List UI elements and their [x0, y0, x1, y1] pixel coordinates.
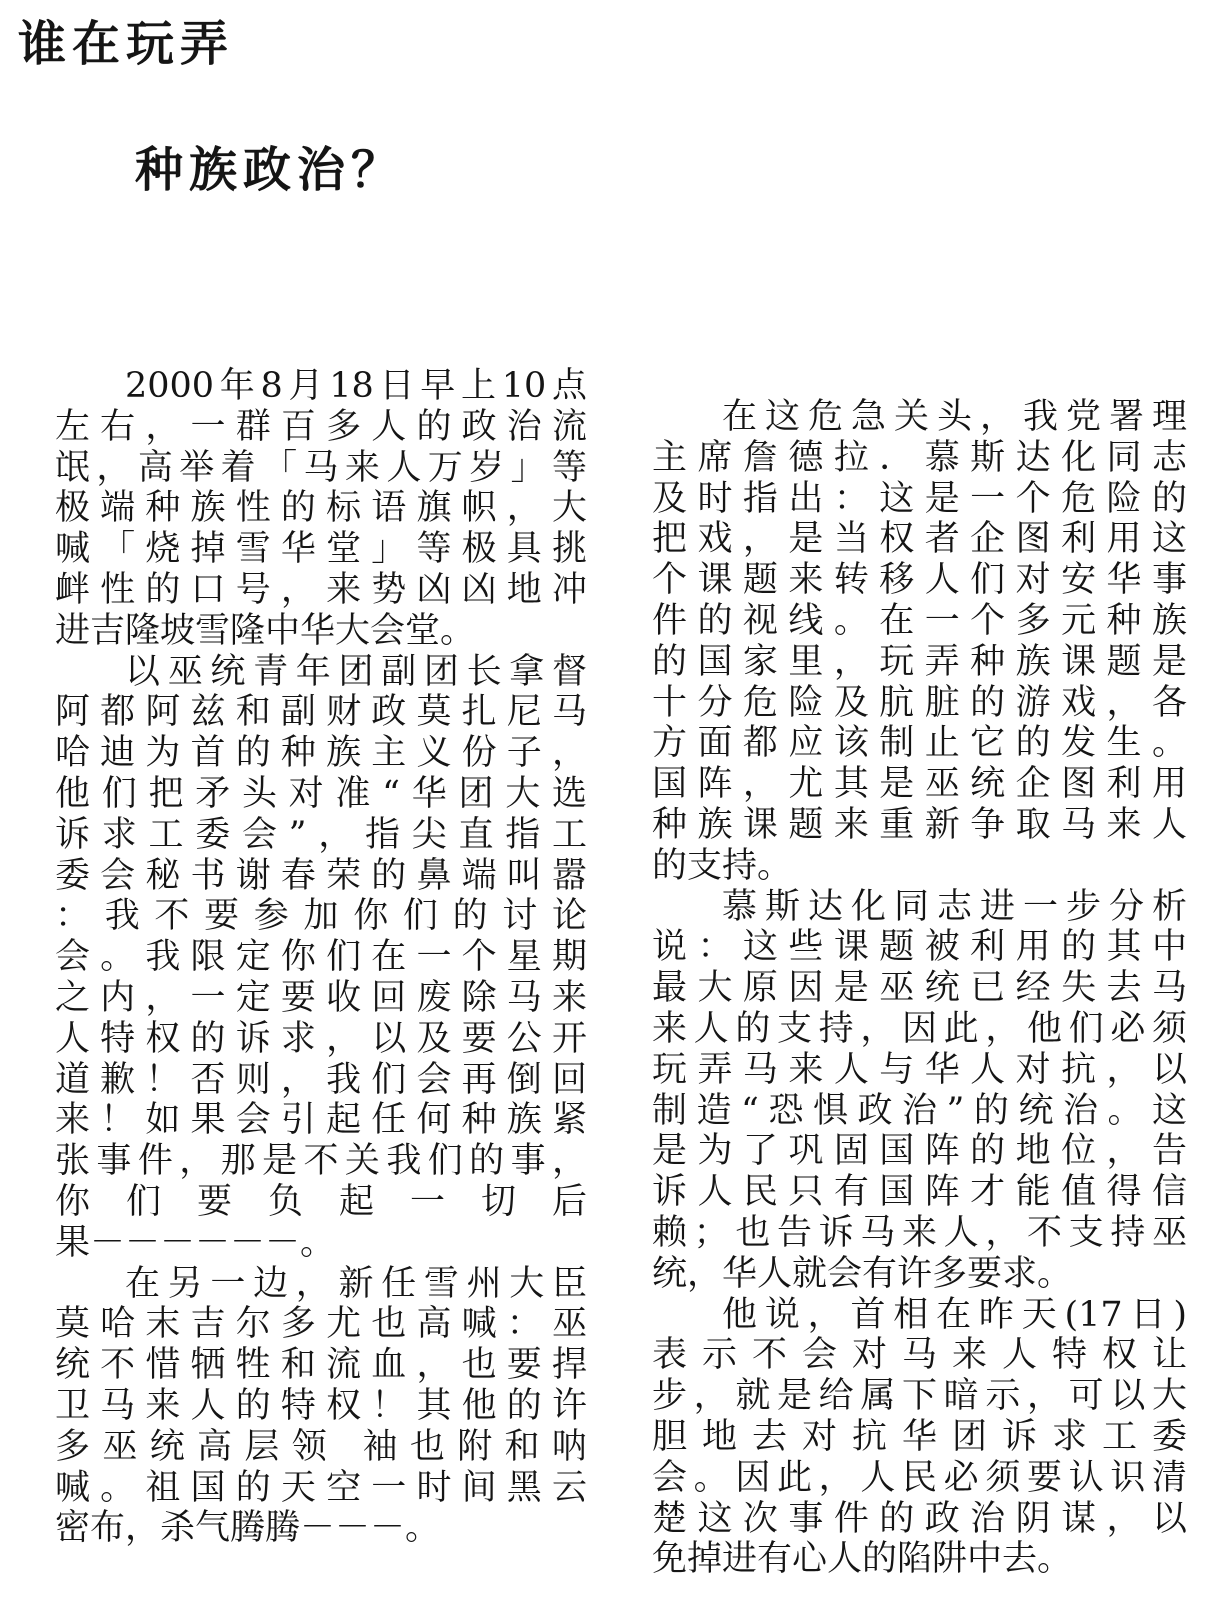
left-column-line: 氓，高举着「马来人万岁」等 [55, 447, 587, 488]
left-column-line: 密布，杀气腾腾－－－。 [55, 1508, 441, 1549]
left-column-line: 左右，一群百多人的政治流 [55, 406, 587, 447]
right-column-line: 他说，首相在昨天(17日) [722, 1294, 1187, 1335]
right-text-column [652, 397, 1187, 1580]
right-column-line: 会。因此，人民必须要认识清 [652, 1457, 1187, 1498]
left-column-line: 道歉！否则，我们会再倒回 [55, 1059, 587, 1100]
left-column-line: 统不惜牺牲和流血，也要捍 [55, 1345, 587, 1386]
left-column-line: 卫马来人的特权！其他的许 [55, 1385, 587, 1426]
left-column-line: 以巫统青年团副团长拿督 [125, 651, 587, 692]
left-column-line: 他们把矛头对准“华团大选 [55, 773, 587, 814]
right-column-line: 说：这些课题被利用的其中 [652, 927, 1187, 968]
right-column-line: 个课题来转移人们对安华事 [652, 560, 1187, 601]
right-column-line: 免掉进有心人的陷阱中去。 [652, 1539, 1073, 1580]
left-column-line: 在另一边，新任雪州大臣 [125, 1263, 587, 1304]
right-column-line: 来人的支持，因此，他们必须 [652, 1008, 1187, 1049]
left-text-column [55, 366, 587, 1549]
left-column-line: 果－－－－－－。 [55, 1222, 336, 1263]
left-column-line: 进吉隆坡雪隆中华大会堂。 [55, 610, 476, 651]
left-column-line: 之内，一定要收回废除马来 [55, 977, 587, 1018]
left-column-line: 张事件，那是不关我们的事， [55, 1141, 587, 1182]
right-column-line: 种族课题来重新争取马来人 [652, 804, 1187, 845]
left-column-line: 多巫统高层领 袖也附和呐 [55, 1426, 587, 1467]
right-column-line: 赖；也告诉马来人，不支持巫 [652, 1212, 1187, 1253]
right-column-line: 的国家里，玩弄种族课题是 [652, 641, 1187, 682]
right-column-line: 及时指出：这是一个危险的 [652, 478, 1187, 519]
left-column-line: 会。我限定你们在一个星期 [55, 937, 587, 978]
left-column-line: 来！如果会引起任何种族紧 [55, 1100, 587, 1141]
headline-line-2: 种族政治？ [135, 142, 406, 198]
right-column-line: 十分危险及肮脏的游戏，各 [652, 682, 1187, 723]
right-column-line: 胆地去对抗华团诉求工委 [652, 1416, 1187, 1457]
left-column-line: 喊「烧掉雪华堂」等极具挑 [55, 529, 587, 570]
left-column-line: 你们要负起一切后 [55, 1181, 587, 1222]
right-column-line: 楚这次事件的政治阴谋，以 [652, 1498, 1187, 1539]
headline-line-1: 谁在玩弄 [18, 16, 235, 72]
left-column-line: 衅性的口号，来势凶凶地冲 [55, 569, 587, 610]
left-column-line: ：我不要参加你们的讨论 [55, 896, 587, 937]
right-column-line: 把戏，是当权者企图利用这 [652, 519, 1187, 560]
left-column-line: 莫哈末吉尔多尤也高喊：巫 [55, 1304, 587, 1345]
left-column-line: 诉求工委会”，指尖直指工 [55, 814, 587, 855]
right-column-line: 方面都应该制止它的发生。 [652, 723, 1187, 764]
left-column-line: 喊。祖国的天空一时间黑云 [55, 1467, 587, 1508]
left-column-line: 阿都阿兹和副财政莫扎尼马 [55, 692, 587, 733]
right-column-line: 统，华人就会有许多要求。 [652, 1253, 1073, 1294]
right-column-line: 诉人民只有国阵才能值得信 [652, 1172, 1187, 1213]
right-column-line: 制造“恐惧政治”的统治。这 [652, 1090, 1187, 1131]
left-column-line: 人特权的诉求，以及要公开 [55, 1018, 587, 1059]
right-column-line: 步，就是给属下暗示，可以大 [652, 1376, 1187, 1417]
left-column-line: 哈迪为首的种族主义份子， [55, 733, 587, 774]
right-column-line: 慕斯达化同志进一步分析 [722, 886, 1187, 927]
right-column-line: 件的视线。在一个多元种族 [652, 600, 1187, 641]
right-column-line: 表示不会对马来人特权让 [652, 1335, 1187, 1376]
left-column-line: 委会秘书谢春荣的鼻端叫嚣 [55, 855, 587, 896]
right-column-line: 最大原因是巫统已经失去马 [652, 968, 1187, 1009]
right-column-line: 的支持。 [652, 845, 793, 886]
right-column-line: 是为了巩固国阵的地位，告 [652, 1131, 1187, 1172]
right-column-line: 在这危急关头，我党署理 [722, 397, 1187, 437]
left-column-line: 2000年8月18日早上10点 [125, 366, 587, 406]
left-column-line: 极端种族性的标语旗帜，大 [55, 488, 587, 529]
right-column-line: 主席詹德拉．慕斯达化同志 [652, 437, 1187, 478]
right-column-line: 玩弄马来人与华人对抗，以 [652, 1049, 1187, 1090]
right-column-line: 国阵，尤其是巫统企图利用 [652, 764, 1187, 805]
